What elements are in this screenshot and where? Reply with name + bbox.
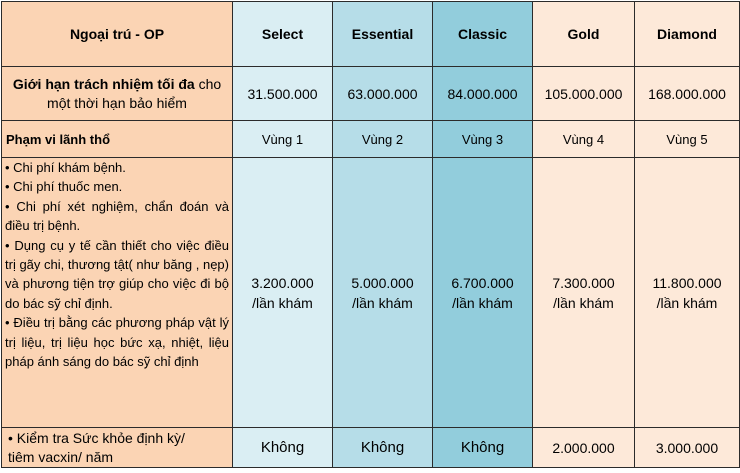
limit-label <box>2 67 233 121</box>
benefit-item: • Chi phí thuốc men. <box>5 179 123 195</box>
benefits-list <box>2 158 233 428</box>
benefit-amount: 3.200.000 <box>251 274 314 291</box>
limit-label-bold: Giới hạn trách nhiệm tối đa <box>12 75 195 92</box>
plan-gold-header: Gold <box>533 2 635 67</box>
benefits-row <box>2 158 740 428</box>
header-row <box>2 2 740 67</box>
benefit-value-cell <box>433 158 533 428</box>
checkup-value: 2.000.000 <box>533 428 635 468</box>
checkup-value: Không <box>333 428 433 468</box>
checkup-value: Không <box>433 428 533 468</box>
benefit-item: • Chi phí khám bệnh. <box>5 160 126 175</box>
plan-diamond-header: Diamond <box>635 2 740 67</box>
benefit-unit: /lần khám <box>252 294 313 311</box>
limit-label-rest-1: cho <box>194 75 222 92</box>
benefit-amount: 11.800.000 <box>652 274 722 291</box>
scope-value: Vùng 4 <box>533 121 635 158</box>
limit-value: 31.500.000 <box>233 67 333 121</box>
benefit-unit: /lần khám <box>656 294 718 311</box>
benefit-amount: 7.300.000 <box>552 274 615 291</box>
scope-row <box>2 121 740 158</box>
limit-label-rest-2: một thời hạn bảo hiểm <box>47 94 187 111</box>
benefit-value-cell <box>333 158 433 428</box>
benefit-item: • Điều trị bằng các phương pháp vật lý trị liệu, trị liệu học bức xạ, nhiệt, liệu pháp ánh sáng do bác sỹ chỉ định <box>5 315 229 370</box>
checkup-label-line: tiêm vacxin/ năm <box>8 448 114 465</box>
scope-label: Phạm vi lãnh thổ <box>2 121 233 158</box>
plan-classic-header: Classic <box>433 2 533 67</box>
checkup-label <box>2 428 233 468</box>
limit-value: 168.000.000 <box>635 67 740 121</box>
benefit-amount: 6.700.000 <box>451 274 514 291</box>
limit-row <box>2 67 740 121</box>
benefit-value-cell <box>635 158 740 428</box>
benefit-unit: /lần khám <box>553 294 614 311</box>
limit-value: 105.000.000 <box>533 67 635 121</box>
benefit-unit: /lần khám <box>452 294 513 311</box>
plan-essential-header: Essential <box>333 2 433 67</box>
benefit-item: • Dụng cụ y tế cần thiết cho việc điều trị gãy chi, thương tật( như băng , nẹp) và phương tiện trợ giúp cho việc đi bộ do bác sỹ chỉ định. <box>5 237 229 311</box>
benefit-unit: /lần khám <box>352 294 413 311</box>
checkup-value: Không <box>233 428 333 468</box>
checkup-value: 3.000.000 <box>635 428 740 468</box>
scope-value: Vùng 2 <box>333 121 433 158</box>
benefit-amount: 5.000.000 <box>351 274 414 291</box>
benefit-value-cell <box>233 158 333 428</box>
header-title: Ngoại trú - OP <box>2 2 233 67</box>
benefit-value-cell <box>533 158 635 428</box>
scope-value: Vùng 1 <box>233 121 333 158</box>
scope-value: Vùng 5 <box>635 121 740 158</box>
checkup-row <box>2 428 740 468</box>
limit-value: 63.000.000 <box>333 67 433 121</box>
insurance-comparison-table <box>1 1 740 468</box>
benefit-item: • Chi phí xét nghiệm, chẩn đoán và điều trị bệnh. <box>5 198 229 234</box>
plan-select-header: Select <box>233 2 333 67</box>
checkup-label-line: • Kiểm tra Sức khỏe định kỳ/ <box>8 429 185 446</box>
limit-value: 84.000.000 <box>433 67 533 121</box>
scope-value: Vùng 3 <box>433 121 533 158</box>
